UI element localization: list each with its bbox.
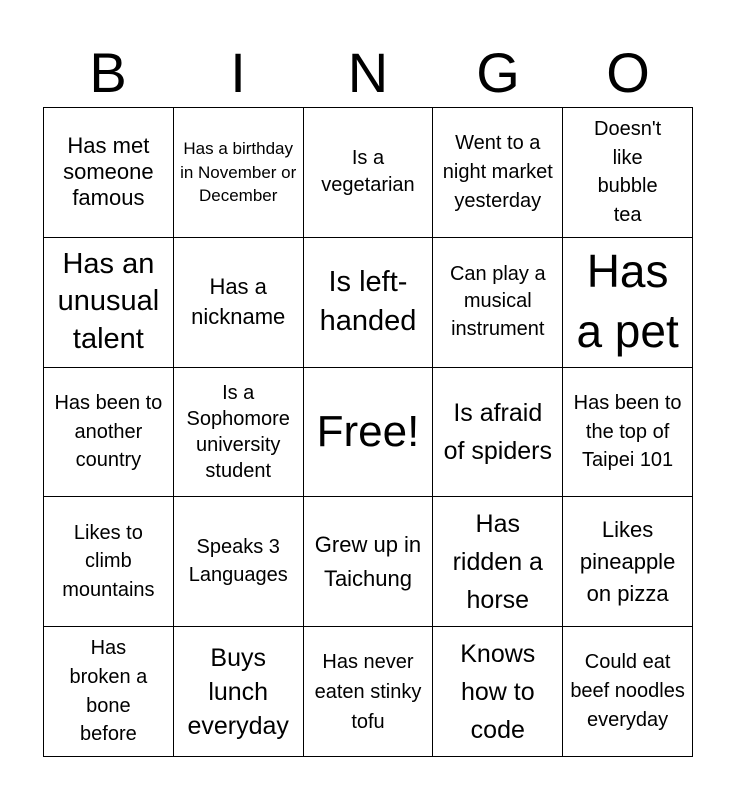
cell-text: Has an unusual talent [57,247,160,356]
header-letter-o: O [606,41,650,104]
bingo-cell[interactable] [44,627,174,757]
bingo-cell[interactable] [44,108,174,238]
bingo-cell[interactable] [174,497,304,627]
bingo-cell[interactable] [304,627,434,757]
bingo-cell[interactable] [44,497,174,627]
cell-text: Speaks 3 Languages [188,536,288,586]
bingo-cell[interactable] [304,108,434,238]
cell-text: Knows how to code [460,639,536,744]
cell-text: Has been to another country [54,391,163,472]
cell-text: Likes to climb mountains [62,521,155,602]
cell-text: Went to a night market yesterday [442,132,553,212]
bingo-cell[interactable] [563,497,693,627]
bingo-cell[interactable] [174,368,304,498]
cell-text: Is a Sophomore university student [186,381,290,482]
cell-text: Is afraid of spiders [443,398,552,465]
bingo-cell[interactable] [433,108,563,238]
cell-text: Buys lunch everyday [187,643,289,740]
bingo-cell[interactable] [563,627,693,757]
bingo-cell[interactable] [304,497,434,627]
bingo-cell[interactable] [304,238,434,368]
header-letter-n: N [347,41,389,104]
cell-text: Has a pet [576,245,679,358]
bingo-header [43,40,693,106]
cell-text: Has ridden a horse [452,509,543,614]
cell-text: Has never eaten stinky tofu [314,650,422,733]
cell-text: Has broken a bone before [69,637,148,746]
cell-text: Has a nickname [191,274,286,330]
cell-text: Has been to the top of Taipei 101 [573,391,682,472]
header-letter-g: G [476,41,520,104]
cell-text: Has met someone famous [63,133,154,211]
cell-text: Likes pineapple on pizza [579,517,676,606]
bingo-cell[interactable] [433,497,563,627]
header-letter-b: B [89,41,127,104]
bingo-cell[interactable] [174,627,304,757]
cell-text: Doesn't like bubble tea [594,117,662,227]
bingo-cell[interactable] [563,368,693,498]
bingo-cell[interactable] [174,238,304,368]
header-letter-i: I [230,41,246,104]
bingo-cell[interactable] [433,627,563,757]
cell-text: Is a vegetarian [321,146,415,197]
bingo-cell[interactable] [44,368,174,498]
cell-text: Could eat beef noodles everyday [570,651,685,731]
free-space-text: Free! [316,407,420,457]
bingo-cell[interactable] [174,108,304,238]
bingo-grid [43,107,693,757]
bingo-cell[interactable] [44,238,174,368]
bingo-cell[interactable] [563,238,693,368]
bingo-cell[interactable] [433,368,563,498]
bingo-cell[interactable] [563,108,693,238]
cell-text: Has a birthday in November or December [180,139,297,206]
bingo-cell-free[interactable] [304,368,434,498]
cell-text: Grew up in Taichung [314,532,422,591]
bingo-cell[interactable] [433,238,563,368]
cell-text: Is left-handed [319,265,417,338]
cell-text: Can play a musical instrument [449,262,546,340]
